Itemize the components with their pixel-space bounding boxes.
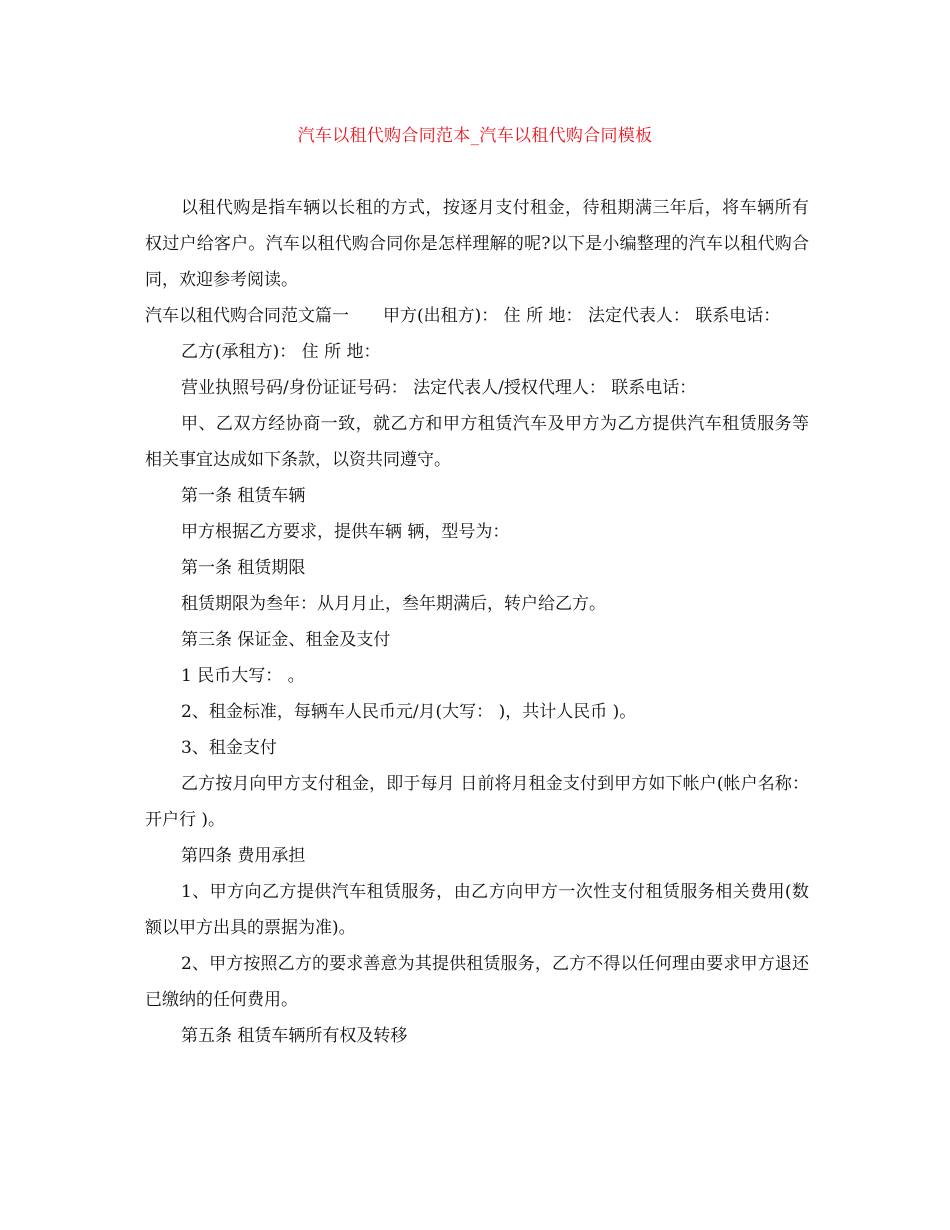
document-body <box>145 190 809 1054</box>
paragraph: 汽车以租代购合同范文篇一 甲方(出租方)： 住 所 地： 法定代表人： 联系电话： <box>145 306 781 326</box>
paragraph: 3、租金支付 <box>181 738 277 758</box>
paragraph: 第一条 租赁车辆 <box>181 486 306 506</box>
paragraph: 2、租金标准，每辆车人民币元/月(大写： )，共计人民币 )。 <box>181 702 637 722</box>
paragraph: 第五条 租赁车辆所有权及转移 <box>181 1026 408 1046</box>
paragraph: 乙方按月向甲方支付租金，即于每月 日前将月租金支付到甲方如下帐户(帐户名称： 开户行 )。 <box>145 774 809 830</box>
paragraph: 第三条 保证金、租金及支付 <box>181 630 391 650</box>
paragraph: 甲方根据乙方要求，提供车辆 辆，型号为： <box>181 522 510 542</box>
paragraph: 乙方(承租方)： 住 所 地： <box>181 342 381 362</box>
paragraph: 2、甲方按照乙方的要求善意为其提供租赁服务，乙方不得以任何理由要求甲方退还已缴纳的任何费用。 <box>145 954 809 1010</box>
paragraph: 以租代购是指车辆以长租的方式，按逐月支付租金，待租期满三年后，将车辆所有权过户给客户。汽车以租代购合同你是怎样理解的呢?以下是小编整理的汽车以租代购合同，欢迎参考阅读。 <box>145 198 809 290</box>
paragraph: 1 民币大写： 。 <box>181 666 305 686</box>
document-title: 汽车以租代购合同范本_汽车以租代购合同模板 <box>297 126 653 146</box>
paragraph: 第四条 费用承担 <box>181 846 306 866</box>
paragraph: 甲、乙双方经协商一致，就乙方和甲方租赁汽车及甲方为乙方提供汽车租赁服务等相关事宜达成如下条款，以资共同遵守。 <box>145 414 809 470</box>
paragraph: 1、甲方向乙方提供汽车租赁服务，由乙方向甲方一次性支付租赁服务相关费用(数额以甲方出具的票据为准)。 <box>145 882 809 938</box>
paragraph: 营业执照号码/身份证证号码： 法定代表人/授权代理人： 联系电话： <box>181 378 697 398</box>
paragraph: 第一条 租赁期限 <box>181 558 306 578</box>
paragraph: 租赁期限为叁年：从月月止，叁年期满后，转户给乙方。 <box>181 594 606 614</box>
